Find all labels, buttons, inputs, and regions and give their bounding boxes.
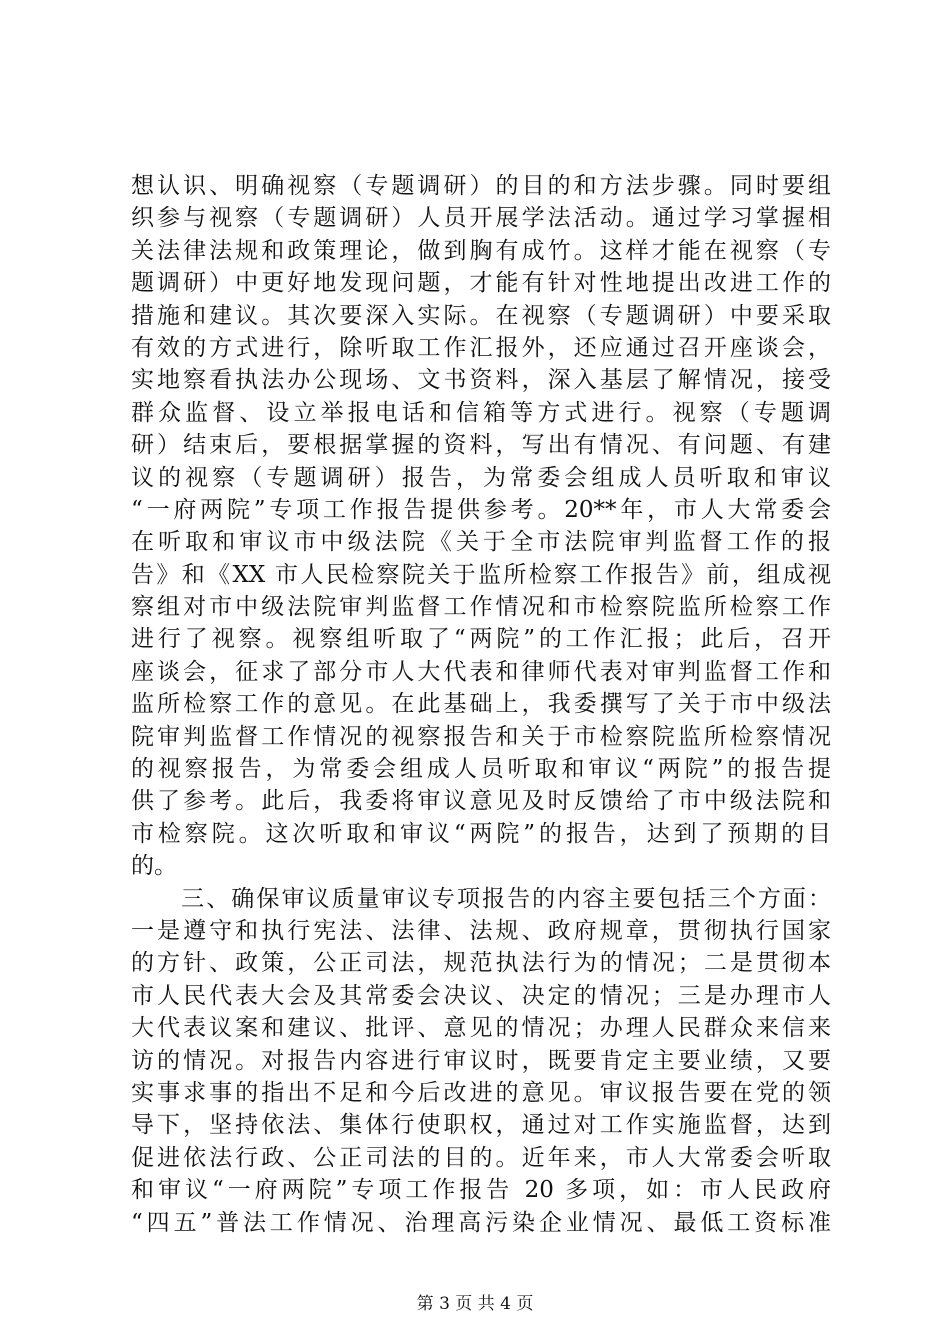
text-line: 访的情况。对报告内容进行审议时，既要肯定主要业绩，又要 — [131, 1047, 831, 1074]
page-number: 第 3 页 共 4 页 — [416, 1294, 534, 1314]
body-text — [131, 170, 831, 1239]
text-line: 促进依法行政、公正司法的目的。近年来，市人大常委会听取 — [131, 1144, 831, 1171]
text-line: “一府两院”专项工作报告提供参考。20**年，市人大常委会 — [131, 496, 831, 523]
text-line: 实地察看执法办公现场、文书资料，深入基层了解情况，接受 — [131, 367, 831, 394]
text-line: 有效的方式进行，除听取工作汇报外，还应通过召开座谈会， — [131, 334, 831, 361]
text-line: 三、确保审议质量审议专项报告的内容主要包括三个方面： — [131, 885, 831, 912]
text-line: 院审判监督工作情况的视察报告和关于市检察院监所检察情况 — [131, 723, 831, 750]
text-line: 导下，坚持依法、集体行使职权，通过对工作实施监督，达到 — [131, 1112, 831, 1139]
text-line: 大代表议案和建议、批评、意见的情况；办理人民群众来信来 — [131, 1015, 831, 1042]
text-line: 座谈会，征求了部分市人大代表和律师代表对审判监督工作和 — [131, 658, 831, 685]
text-line: 市检察院。这次听取和审议“两院”的报告，达到了预期的目 — [131, 820, 831, 847]
text-line: 的视察报告，为常委会组成人员听取和审议“两院”的报告提 — [131, 756, 831, 783]
text-line: 告》和《XX 市人民检察院关于监所检察工作报告》前，组成视 — [131, 561, 831, 588]
text-line: 进行了视察。视察组听取了“两院”的工作汇报；此后，召开 — [131, 626, 831, 653]
text-line: “四五”普法工作情况、治理高污染企业情况、最低工资标准 — [131, 1209, 831, 1236]
paragraph-2 — [131, 883, 831, 1239]
text-line: 研）结束后，要根据掌握的资料，写出有情况、有问题、有建 — [131, 432, 831, 459]
text-line: 题调研）中更好地发现问题，才能有针对性地提出改进工作的 — [131, 270, 831, 297]
text-line: 在听取和审议市中级法院《关于全市法院审判监督工作的报 — [131, 529, 831, 556]
paragraph-1 — [131, 170, 831, 883]
text-line: 的方针、政策，公正司法，规范执法行为的情况；二是贯彻本 — [131, 950, 831, 977]
text-line: 措施和建议。其次要深入实际。在视察（专题调研）中要采取 — [131, 302, 831, 329]
text-line: 群众监督、设立举报电话和信箱等方式进行。视察（专题调 — [131, 399, 831, 426]
text-line: 和审议“一府两院”专项工作报告 20 多项，如：市人民政府 — [131, 1177, 831, 1204]
text-line: 监所检察工作的意见。在此基础上，我委撰写了关于市中级法 — [131, 691, 831, 718]
text-line: 关法律法规和政策理论，做到胸有成竹。这样才能在视察（专 — [131, 237, 831, 264]
text-line: 想认识、明确视察（专题调研）的目的和方法步骤。同时要组 — [131, 173, 831, 199]
text-line: 实事求事的指出不足和今后改进的意见。审议报告要在党的领 — [131, 1079, 831, 1106]
text-line: 议的视察（专题调研）报告，为常委会组成人员听取和审议 — [131, 464, 831, 491]
page-footer — [0, 1294, 950, 1314]
text-line: 的。 — [131, 853, 177, 880]
text-line: 一是遵守和执行宪法、法律、法规、政府规章，贯彻执行国家 — [131, 917, 831, 944]
text-line: 察组对市中级法院审判监督工作情况和市检察院监所检察工作 — [131, 594, 831, 621]
text-line: 市人民代表大会及其常委会决议、决定的情况；三是办理市人 — [131, 982, 831, 1009]
text-line: 织参与视察（专题调研）人员开展学法活动。通过学习掌握相 — [131, 205, 831, 232]
text-line: 供了参考。此后，我委将审议意见及时反馈给了市中级法院和 — [131, 788, 831, 815]
